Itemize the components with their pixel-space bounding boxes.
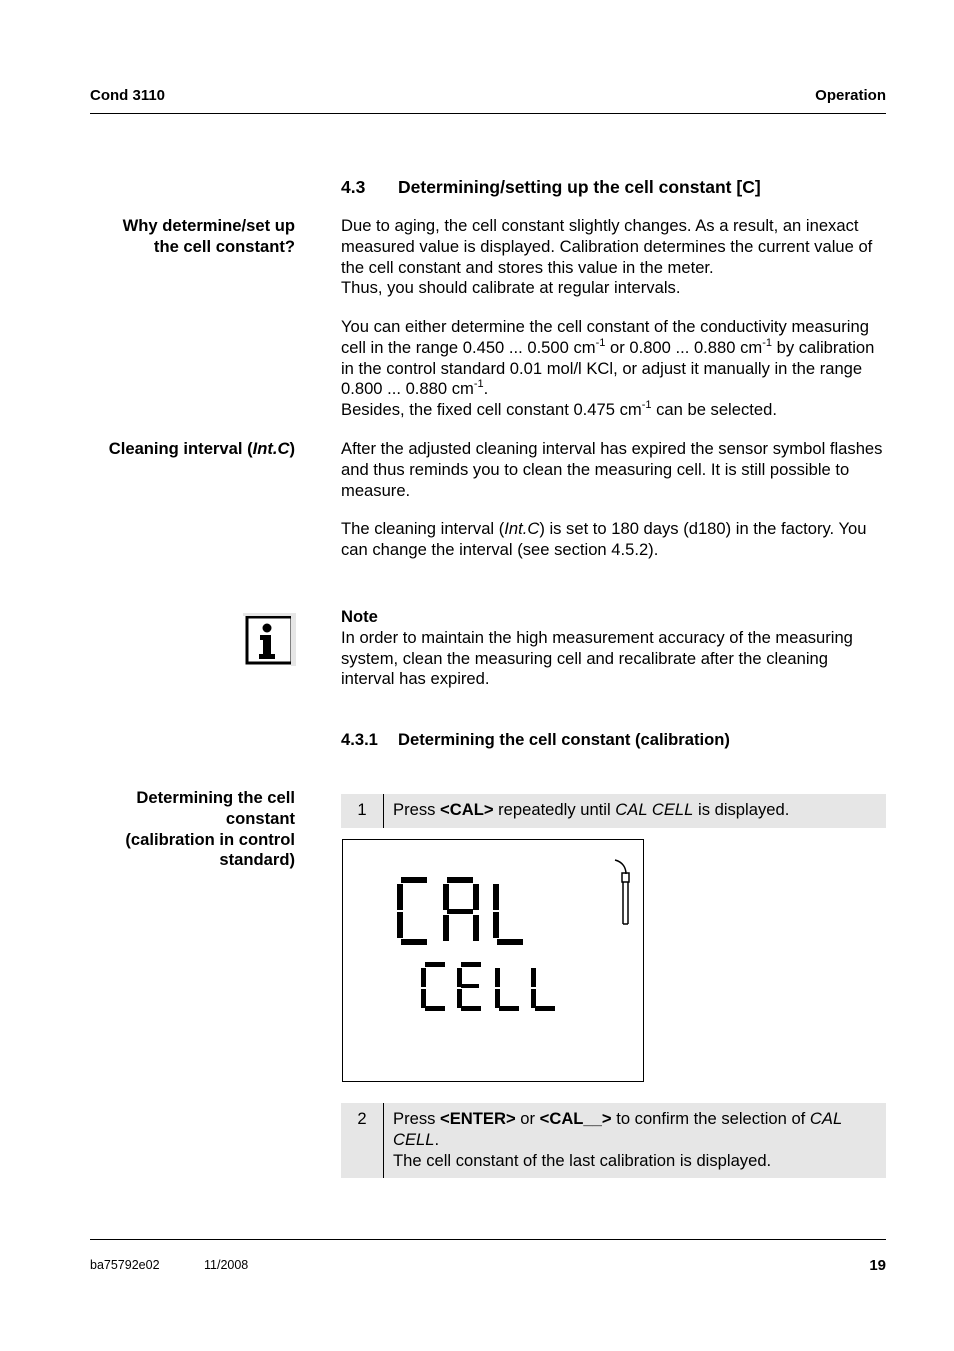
- step2-f: CAL CELL: [393, 1109, 842, 1149]
- why-text-1b: Thus, you should calibrate at regular intervals.: [341, 278, 681, 298]
- step1-e: is displayed.: [693, 800, 790, 819]
- step2-e: to confirm the selection of: [611, 1109, 810, 1128]
- cleaning-text-1: After the adjusted cleaning interval has expired the sensor symbol flashes and thus reminds you to clean the measuring cell. It is still possible to measure.: [341, 439, 883, 500]
- cleaning-label-a: Cleaning interval (: [108, 439, 253, 458]
- footer-doc-number: ba75792e02: [90, 1258, 160, 1272]
- subsection-number: 4.3.1: [341, 730, 378, 749]
- page-number: 19: [869, 1257, 886, 1274]
- step1-c: repeatedly until: [493, 800, 616, 819]
- sensor-icon: [615, 860, 629, 924]
- note-block: [341, 607, 886, 690]
- subsection-heading: [341, 730, 886, 750]
- subsection-title: Determining the cell constant (calibration): [398, 730, 730, 749]
- why-text-1: Due to aging, the cell constant slightly changes. As a result, an inexact measured value is displayed. Calibration determines the current value of the cell constant and stores this value in the meter.: [341, 216, 873, 277]
- info-icon: [243, 613, 296, 666]
- determining-line1: Determining the cell: [136, 788, 295, 807]
- step1-a: Press: [393, 800, 441, 819]
- section-number: 4.3: [341, 177, 366, 197]
- note-text: In order to maintain the high measurement accuracy of the measuring system, clean the measuring cell and recalibrate after the cleaning interval has expired.: [341, 627, 853, 689]
- fixed-text-b: can be selected.: [651, 400, 777, 420]
- range-text-d: .: [483, 379, 489, 399]
- lcd-display: [342, 839, 644, 1082]
- why-text-3: [341, 400, 886, 421]
- step2-line2: The cell constant of the last calibration is displayed.: [393, 1150, 772, 1170]
- cal-key: <CAL>: [440, 800, 494, 819]
- enter-key: <ENTER>: [440, 1109, 516, 1128]
- cleaning-label-b: Int.C: [252, 439, 290, 458]
- cleaning-text-2: [341, 519, 886, 561]
- side-label-cleaning: [60, 439, 295, 460]
- step1-d: CAL CELL: [615, 800, 694, 819]
- fixed-text-a: Besides, the fixed cell constant 0.475 cm: [341, 400, 642, 420]
- cal-key: <CAL__>: [539, 1109, 612, 1128]
- superscript: -1: [641, 399, 652, 412]
- section-title: Determining/setting up the cell constant [C]: [398, 177, 761, 197]
- header-rule: [90, 113, 886, 114]
- superscript: -1: [595, 336, 606, 349]
- step-1: [341, 794, 886, 828]
- step2-c: or: [515, 1109, 540, 1128]
- side-label-why-line2: the cell constant?: [153, 236, 295, 256]
- step-text: [384, 794, 886, 828]
- side-label-determining: [60, 788, 295, 871]
- determining-line3: (calibration in control: [125, 829, 295, 849]
- why-paragraph-1: [341, 216, 886, 299]
- section-heading: [341, 177, 886, 198]
- header-doc-title: Cond 3110: [90, 87, 166, 104]
- step-number: 1: [341, 794, 384, 828]
- step-text: [384, 1103, 886, 1178]
- range-text-a: You can either determine the cell constant of the conductivity measuring cell in the range 0.450 ... 0.500 cm: [341, 317, 869, 357]
- cleaning-label-c: ): [289, 439, 295, 458]
- side-label-why: [60, 216, 295, 258]
- side-label-why-line1: Why determine/set up: [122, 216, 295, 235]
- footer-date: 11/2008: [204, 1258, 249, 1272]
- step2-g: .: [434, 1129, 440, 1149]
- range-text-b: or 0.800 ... 0.880 cm: [605, 337, 763, 357]
- note-title: Note: [341, 607, 378, 626]
- cleaning-paragraph-1: [341, 439, 886, 501]
- cleaning-paragraph-2: [341, 519, 886, 561]
- step2-a: Press: [393, 1109, 441, 1128]
- step-2: [341, 1103, 886, 1178]
- determining-line4: standard): [219, 850, 295, 870]
- range-text-c: by calibration in the control standard 0.01 mol/l KCl, or adjust it manually in the range 0.800 ... 0.880 cm: [341, 337, 875, 399]
- determining-line2: constant: [225, 808, 295, 828]
- why-paragraph-2: [341, 317, 886, 421]
- superscript: -1: [473, 378, 484, 391]
- superscript: -1: [762, 336, 772, 349]
- why-text-2: [341, 317, 886, 400]
- header-chapter: Operation: [815, 87, 886, 104]
- footer-rule: [90, 1239, 886, 1240]
- cleaning-text-2a: The cleaning interval (: [341, 519, 505, 538]
- lcd-segments: [343, 840, 643, 1081]
- step-number: 2: [341, 1103, 384, 1178]
- cleaning-text-2b: Int.C: [504, 519, 540, 538]
- cleaning-text-2c: ) is set to 180 days (d180) in the factory. You can change the interval (see section 4.5.2).: [341, 519, 867, 559]
